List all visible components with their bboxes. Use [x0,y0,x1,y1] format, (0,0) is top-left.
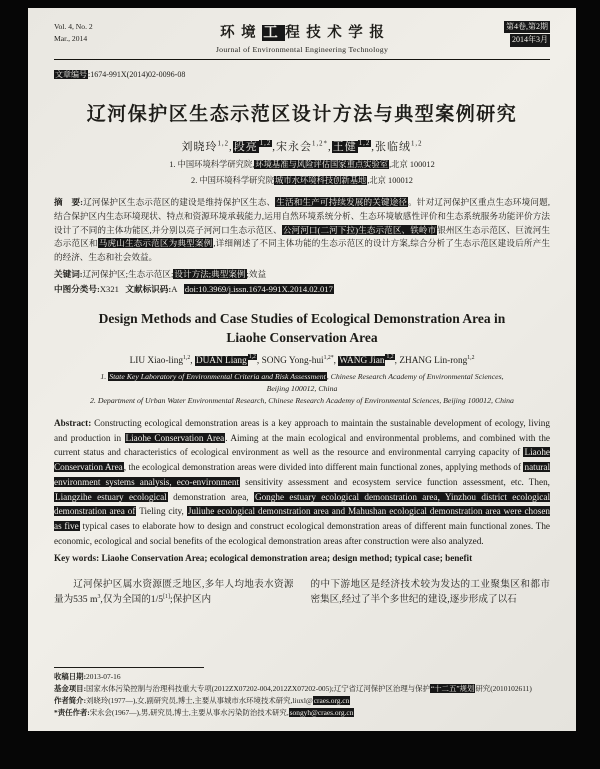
issue-date-cn: 2014年3月 [510,34,550,46]
authors-en: LIU Xiao-ling$^{1,2}$, DUAN Liang $^{1,2}$, SONG Yong-hui$^{1,2*}$, WANG Jian $^{1,2}$, ZHANG Lin-rong$^{1,2}$ [129,354,475,366]
journal-header [54,21,550,54]
received-date-note: 收稿日期:2013-07-16 [54,672,121,682]
affiliation-cn-1: 1. 中国环境科学研究院,环境基准与风险评估国家重点实验室,北京 100012 [169,160,435,169]
journal-page [28,8,576,731]
affiliations-en [54,371,550,408]
affiliation-cn-2: 2. 中国环境科学研究院城市水环境科技创新基地,北京 100012 [191,176,413,185]
affiliation-en-1: 1. State Key Laboratory of Environmental Criteria and Risk Assessment, Chinese Research Academy of Environmental Sciences, [100,371,504,381]
volume-number: Vol. 4, No. 2 [54,22,93,31]
abstract-cn: 摘 要:辽河保护区生态示范区的建设是维持保护区生态、生活和生产可持续发展的关键途径。针对辽河保护区重点生态环境问题,结合保护区内生态环境现状、特点和资源环境承载能力,运用自然环境系统分析、生态环境敏感性评价和生态系统服务功能评价方法设计了不同的主体功能区,并分别以亮子河河口生态示范区、公河河口(二河下拉)生态示范区、铁岭市银州区生态示范区、巨流河生态示范区和马虎山生态示范区为典型案例,详细阐述了不同主体功能的生态示范区的设计方案,综合分析了生态示范区建设后所产生的经济、生态和社会效益。 [54,197,550,262]
body-columns [54,578,550,608]
authors-cn: 刘晓玲$^{1,2}$,段亮 $^{1,2}$,宋永会$^{1,2*}$,王健 $^{1,2}$,张临绒$^{1,2}$ [181,140,423,153]
author-bio-note: 作者简介:刘晓玲(1977—),女,副研究员,博士,主要从事城市水环境技术研究,liuxl@craes.org.cn [54,696,350,706]
body-paragraph-right: 的中下游地区是经济技术较为发达的工业聚集区和都市密集区,经过了半个多世纪的建设,逐步形成了以石 [310,579,550,606]
classification-doi-line: 中图分类号:X321 文献标识码:A doi:10.3969/j.issn.1674-991X.2014.02.017 [54,283,333,294]
footnotes [54,671,550,719]
keywords-cn: 关键词:辽河保护区;生态示范区;设计方法;典型案例;效益 [54,268,267,279]
header-divider [54,59,550,60]
footnote-block [54,667,550,719]
keywords-en: Key words: Liaohe Conservation Area; ecological demonstration area; design method; typical case; benefit [54,553,473,564]
funding-note: 基金项目:国家水体污染控制与治理科技重大专项(2012ZX07202-004,2012ZX07202-005);辽宁省辽河保护区治理与保护“十二五”规划研究(2010102611) [54,684,532,694]
article-number: 文章编号:1674-991X(2014)02-0096-08 [55,70,186,79]
article-title-cn: 辽河保护区生态示范区设计方法与典型案例研究 [86,104,518,125]
journal-title-cn: 环境工程技术学报 [220,25,391,41]
footnote-divider [54,667,204,668]
header-left [54,21,136,45]
header-center [136,21,468,54]
affiliation-en-2: 2. Department of Urban Water Environmental Research, Chinese Research Academy of Environmental Sciences, Beijing 100012, China [90,396,514,406]
article-title-en: Design Methods and Case Studies of Ecological Demonstration Area in Liaohe Conservation Area [98,310,506,345]
issue-number-cn: 第4卷,第2期 [504,21,550,33]
issue-date-en: Mar., 2014 [54,33,88,43]
corresponding-author-note: *责任作者:宋永会(1967—),男,研究员,博士,主要从事水污染防治技术研究,songyh@craes.org.cn [54,708,354,718]
journal-title-en: Journal of Environmental Engineering Technology [215,45,389,54]
header-right [468,21,550,48]
page-content [28,8,576,731]
body-paragraph-left: 辽河保护区属水资源匮乏地区,多年人均地表水资源量为535 $m^3$,仅为全国的1/5[1];保护区内 [54,579,294,606]
abstract-en: Abstract: Constructing ecological demonstration areas is a key approach to maintain the sustainable development of ecology, living and production in Liaohe Conservation Area. Aiming at the main ecological and environmental problems, and combined with the current status and characteristics of ecological environment as well as the resource and environmental carrying capacity of Liaohe Conservation Area, the ecological demonstration areas were divided into different main functional zones, applying methods of natural environment systems analysis, eco-environment sensitivity assessment and ecosystem service function assessment, etc. Then, Liangzihe estuary ecological demonstration area, Gonghe estuary ecological demonstration area, Yinzhou district ecological demonstration area of Tieling city, Juliuhe ecological demonstration area and Mahushan ecological demonstration area were chosen as five typical cases to elaborate how to design and construct ecological demonstration areas of different main functional zones. The economic, ecological and social benefits of the ecological demonstration areas after construction were also analyzed. [54,417,551,546]
affiliation-en-1-cont: Beijing 100012, China [266,384,338,393]
